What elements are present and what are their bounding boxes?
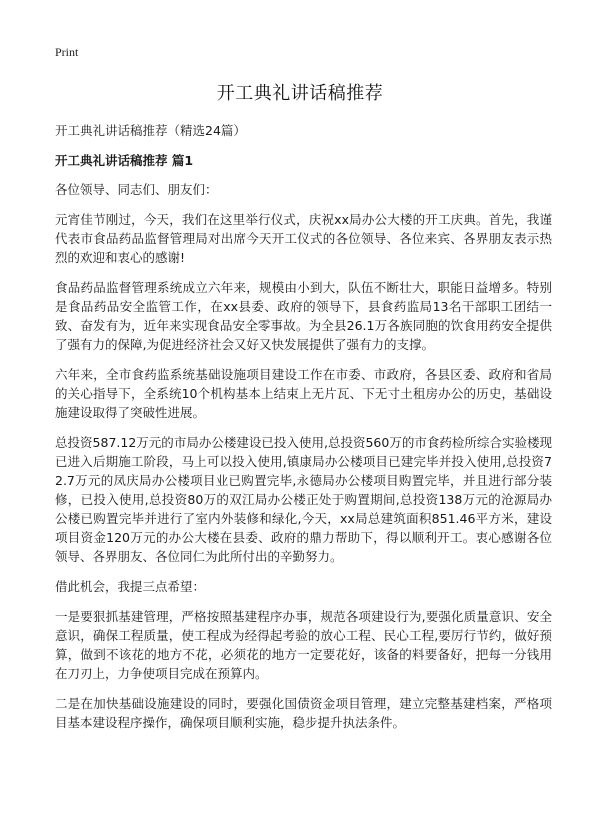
document-body <box>55 180 552 743</box>
document-subtitle: 开工典礼讲话稿推荐（精选24篇） <box>55 123 246 138</box>
paragraph-investment: 总投资587.12万元的市局办公楼建设已投入使用,总投资560万的市食药检所综合实验楼现已进入后期施工阶段，马上可以投入使用,镇康局办公楼项目已建完毕并投入使用,总投资72.7万元的凤庆局办公楼项目业已购置完毕,永德局办公楼项目购置完毕，并且进行部分装修，已投入使用,总投资80万的双江局办公楼正处于购置期间,总投资138万元的沧源局办公楼已购置完毕并进行了室内外装修和绿化,今天，xx局总建筑面积851.46平方米，建设项目资金120万元的办公大楼在县委、政府的鼎力帮助下，得以顺利开工。衷心感谢各位领导、各界朋友、各位同仁为此所付出的辛勤努力。 <box>55 435 552 564</box>
paragraph-hope-two: 二是在加快基础设施建设的同时，要强化国债资金项目管理，建立完整基建档案，严格项目基本建设程序操作，确保项目顺利实施，稳步提升执法条件。 <box>55 696 552 730</box>
paragraph-history: 食品药品监督管理系统成立六年来，规模由小到大，队伍不断壮大，职能日益增多。特别是食品药品安全监管工作，在xx县委、政府的领导下，县食药监局13名干部职工团结一致、奋发有为，近年来实现食品安全零事故。为全县26.1万各族同胞的饮食用药安全提供了强有力的保障,为促进经济社会又好又快发展提供了强有力的支撑。 <box>55 280 552 352</box>
paragraph-opening: 元宵佳节刚过，今天，我们在这里举行仪式，庆祝xx局办公大楼的开工庆典。首先，我谨代表市食品药品监督管理局对出席今天开工仪式的各位领导、各位来宾、各界朋友表示热烈的欢迎和衷心的感谢! <box>55 212 552 265</box>
print-link[interactable]: Print <box>55 45 79 59</box>
section-heading: 开工典礼讲话稿推荐 篇1 <box>55 153 194 168</box>
paragraph-hope-one: 一是要狠抓基建管理，严格按照基建程序办事，规范各项建设行为,要强化质量意识、安全意识，确保工程质量，使工程成为经得起考验的放心工程、民心工程,要厉行节约，做好预算，做到不该花的地方不花，必须花的地方一定要花好，该备的料要备好，把每一分钱用在刀刃上，力争使项目完成在预算内。 <box>55 609 552 681</box>
document-title: 开工典礼讲话稿推荐 <box>216 83 384 104</box>
paragraph-hopes-intro: 借此机会，我提三点希望： <box>55 579 206 594</box>
paragraph-progress: 六年来，全市食药监系统基础设施项目建设工作在市委、市政府，各县区委、政府和省局的关心指导下，全系统10个机构基本上结束上无片瓦、下无寸土租房办公的历史，基础设施建设取得了突破性进展。 <box>55 367 552 420</box>
paragraph-greeting: 各位领导、同志们、朋友们： <box>55 182 218 197</box>
